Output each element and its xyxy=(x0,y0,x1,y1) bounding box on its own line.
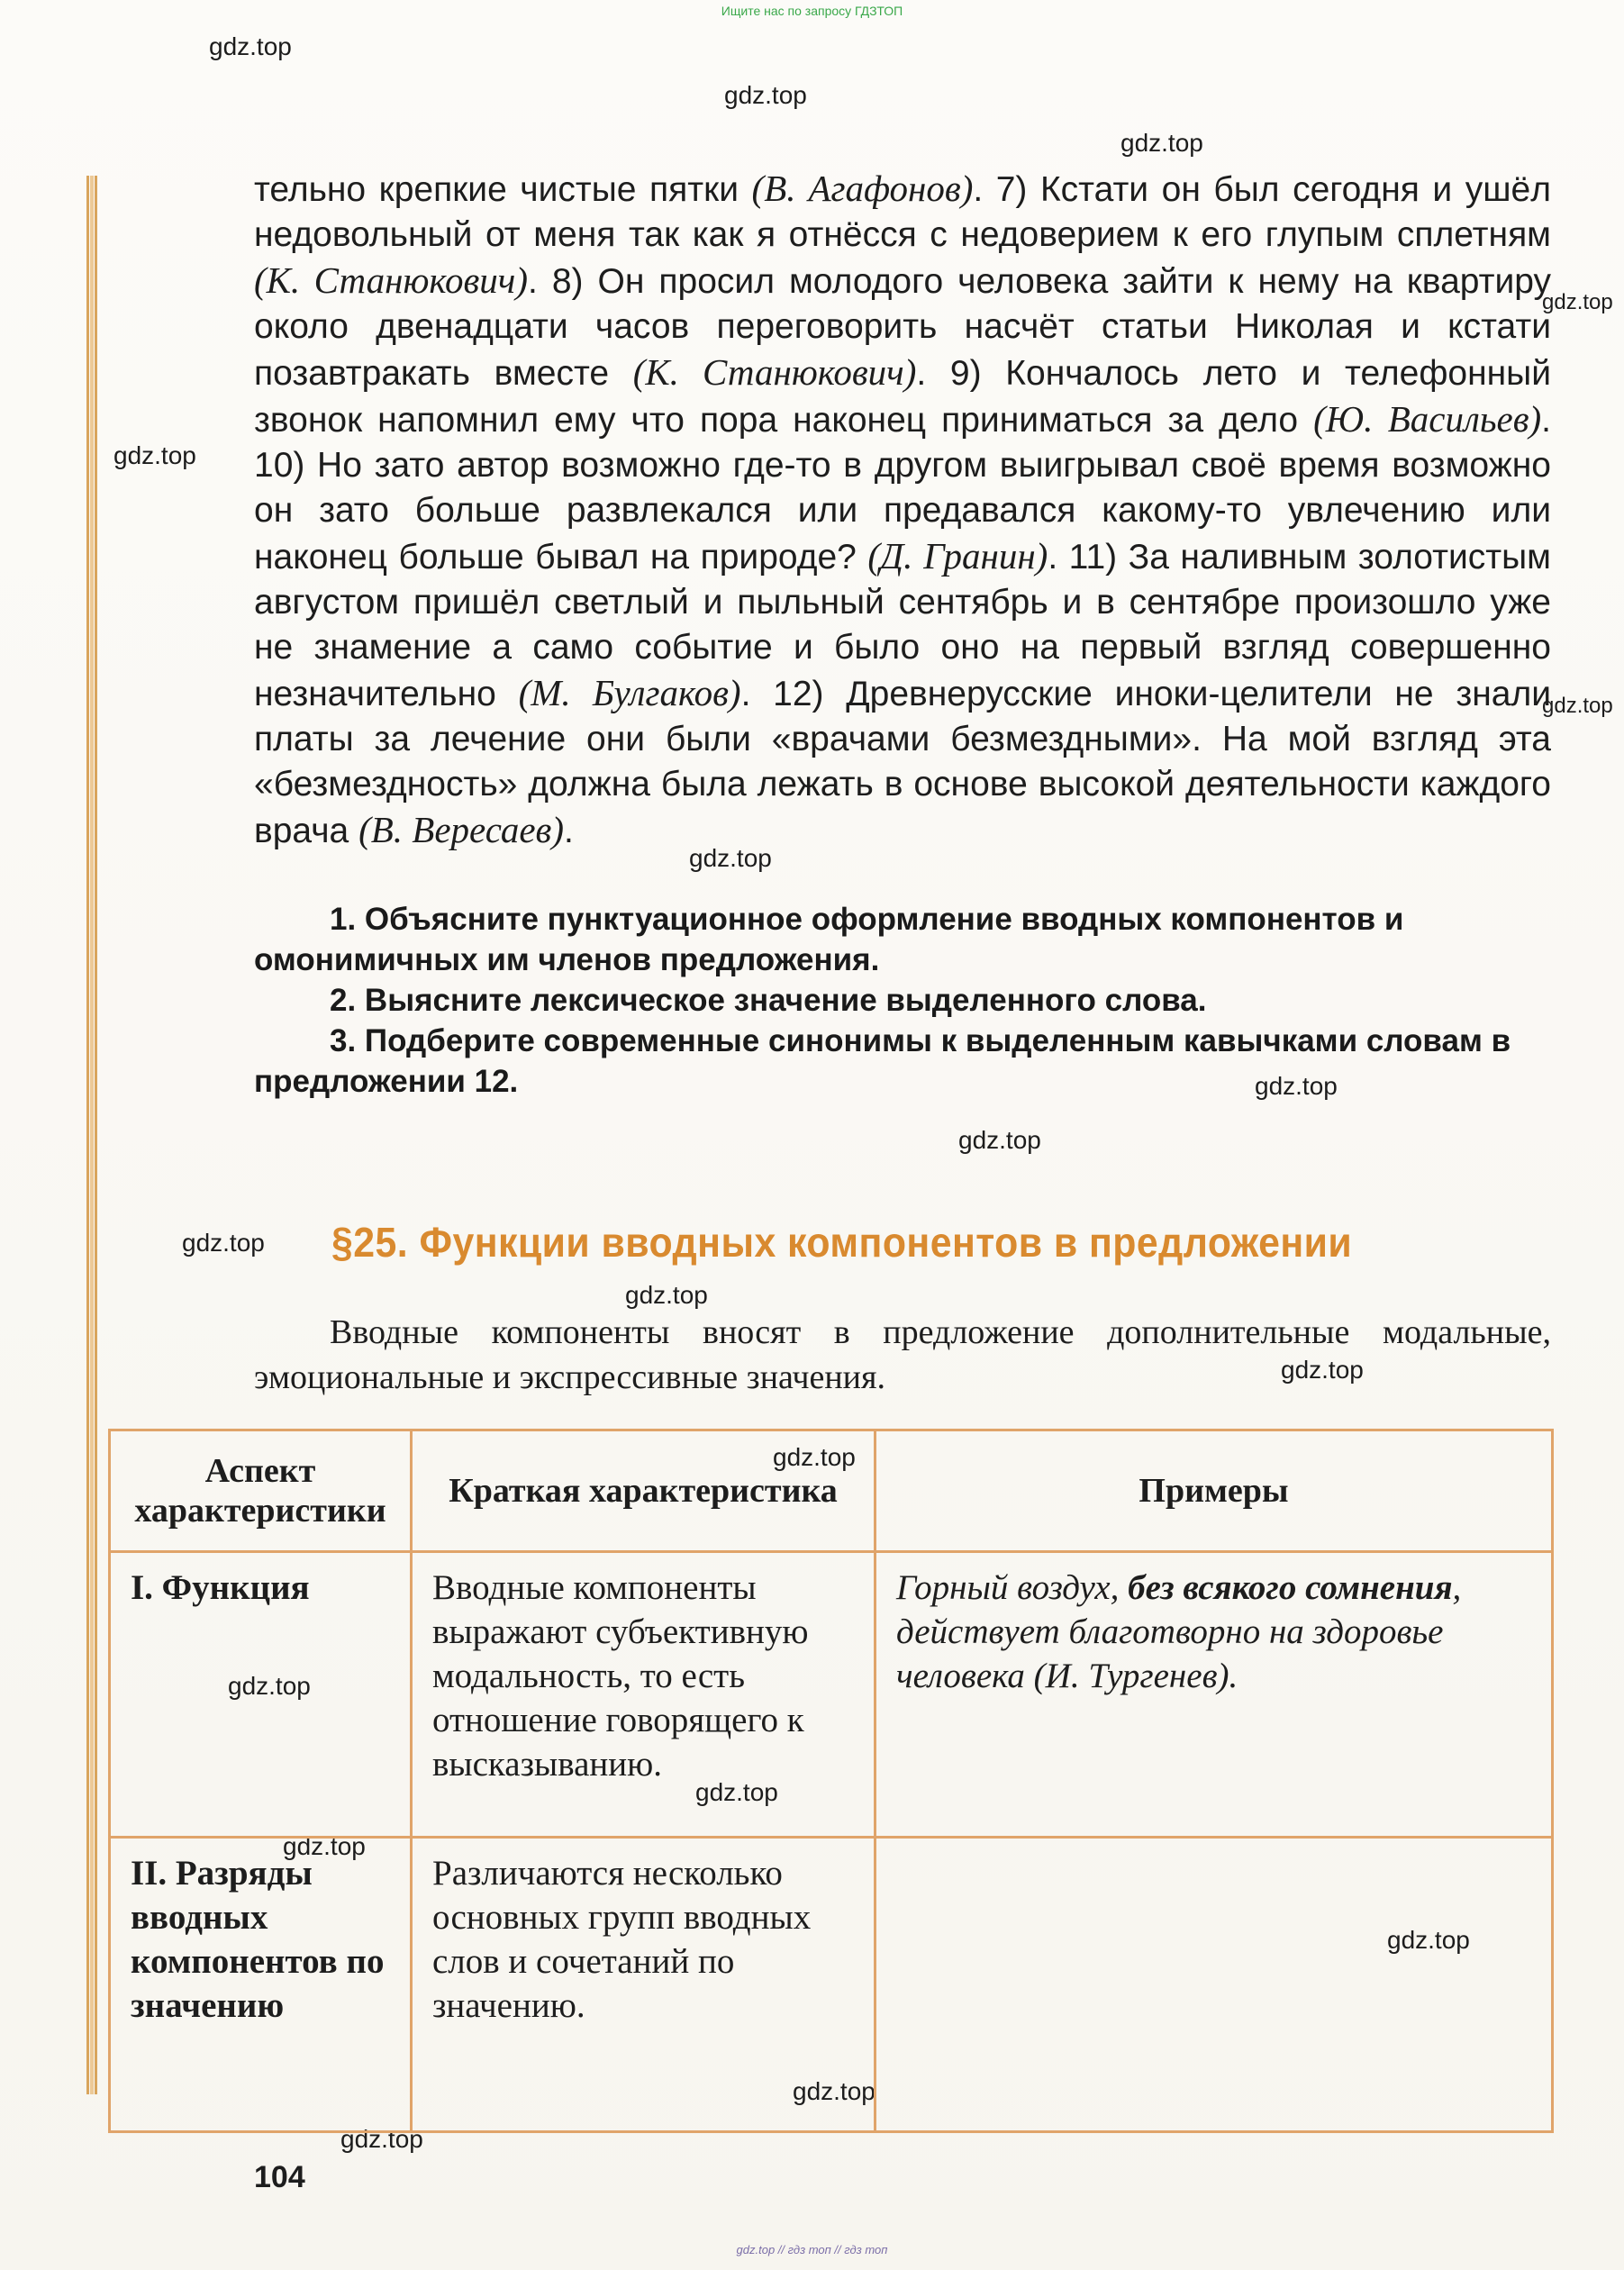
table-header-row xyxy=(110,1430,1553,1552)
author-attribution: (В. Агафонов) xyxy=(751,168,974,209)
example-cell xyxy=(876,1552,1553,1838)
aspect-cell: II. Разряды вводных компонентов по значению xyxy=(110,1838,412,2132)
description-cell: Вводные компоненты выражают субъективную модальность, то есть отношение говорящего к высказыванию. xyxy=(412,1552,876,1838)
text-segment: тельно крепкие чистые пятки xyxy=(254,170,752,209)
example-cell xyxy=(876,1838,1553,2132)
watermark: gdz.top xyxy=(793,2077,876,2105)
watermark: gdz.top xyxy=(958,1126,1041,1154)
watermark: gdz.top xyxy=(625,1281,708,1309)
text-segment: . 11) За наливным золотистым августом пришёл светлый и пыльный сентябрь и в сентябре произошло уже не знамение а само событие и было оно на первый взгляд совершенно незначительно xyxy=(254,538,1551,713)
watermark: gdz.top xyxy=(228,1672,311,1700)
text-segment: . 8) Он просил молодого человека зайти к нему на квартиру около двенадцати часов переговорить насчёт статьи Николая и кстати позавтракать вместе xyxy=(254,262,1551,393)
task-item: 3. Подберите современные синонимы к выделенным кавычками словам в предложении 12. xyxy=(254,1023,1511,1099)
column-header: Краткая характеристика xyxy=(412,1430,876,1552)
author-attribution: (Д. Гранин) xyxy=(867,535,1048,577)
aspect-cell: I. Функция xyxy=(110,1552,412,1838)
watermark: gdz.top xyxy=(113,441,196,469)
watermark: gdz.top xyxy=(209,32,292,60)
watermark: gdz.top xyxy=(695,1778,778,1806)
table-row xyxy=(110,1552,1553,1838)
watermark: gdz.top xyxy=(340,2125,423,2153)
text-segment: . xyxy=(563,812,574,850)
task-item: 1. Объясните пунктуационное оформление вводных компонентов и омонимичных им членов предложения. xyxy=(254,902,1404,977)
summary-table xyxy=(108,1429,1554,2133)
example-text: Горный воздух, xyxy=(896,1568,1129,1607)
highlighted-phrase: без всякого сомнения xyxy=(1128,1568,1453,1607)
exercise-text xyxy=(254,166,1551,854)
section-heading: §25. Функции вводных компонентов в предложении xyxy=(331,1219,1353,1266)
text-segment: . 7) Кстати он был сегодня и ушёл недовольный от меня так как я отнёсся с недоверием к его глупым сплетням xyxy=(254,170,1551,254)
watermark: gdz.top xyxy=(689,844,772,872)
author-attribution: (Ю. Васильев) xyxy=(1313,398,1542,440)
top-banner[interactable]: Ищите нас по запросу ГДЗТОП xyxy=(721,4,903,18)
margin-rule xyxy=(86,176,97,2094)
author-attribution: (К. Станюкович) xyxy=(632,351,917,393)
column-header: Примеры xyxy=(876,1430,1553,1552)
column-header: Аспект характеристики xyxy=(110,1430,412,1552)
watermark: gdz.top xyxy=(283,1832,366,1860)
task-item: 2. Выясните лексическое значение выделенного слова. xyxy=(330,983,1207,1018)
author-attribution: (В. Вересаев) xyxy=(358,809,564,850)
watermark: gdz.top xyxy=(1255,1072,1338,1100)
example-text: , действует благотворно на здоровье человека (И. Тургенев). xyxy=(896,1568,1462,1695)
text-segment: . 9) Кончалось лето и телефонный звонок напомнил ему что пора наконец приниматься за дело xyxy=(254,354,1551,440)
page-number: 104 xyxy=(254,2160,305,2194)
table-row xyxy=(110,1838,1553,2132)
text-segment: . 12) Древнерусские иноки-целители не знали платы за лечение они были «врачами безмездными». На мой взгляд эта «безмездность» должна была лежать в основе высокой деятельности каждого врача xyxy=(254,675,1552,850)
description-cell: Различаются несколько основных групп вводных слов и сочетаний по значению. xyxy=(412,1838,876,2132)
watermark: gdz.top xyxy=(1387,1926,1470,1954)
watermark: gdz.top xyxy=(773,1443,856,1471)
section-intro: Вводные компоненты вносят в предложение дополнительные модальные, эмоциональные и экспрессивные значения. xyxy=(254,1313,1551,1396)
author-attribution: (К. Станюкович) xyxy=(254,259,528,301)
watermark: gdz.top xyxy=(1120,129,1203,157)
watermark: gdz.top xyxy=(182,1229,265,1257)
watermark: gdz.top xyxy=(1281,1356,1364,1384)
task-list xyxy=(254,899,1551,1102)
watermark: gdz.top xyxy=(724,81,807,109)
text-segment: . 10) Но зато автор возможно где-то в другом выигрывал своё время возможно он зато больше развлекался или предавался какому-то увлечению или наконец больше бывал на природе? xyxy=(254,401,1552,577)
watermark: gdz.top xyxy=(1542,694,1613,718)
watermark: gdz.top xyxy=(1542,290,1613,314)
bottom-banner[interactable]: gdz.top // гдз топ // гдз топ xyxy=(736,2243,888,2256)
author-attribution: (М. Булгаков) xyxy=(518,672,741,713)
